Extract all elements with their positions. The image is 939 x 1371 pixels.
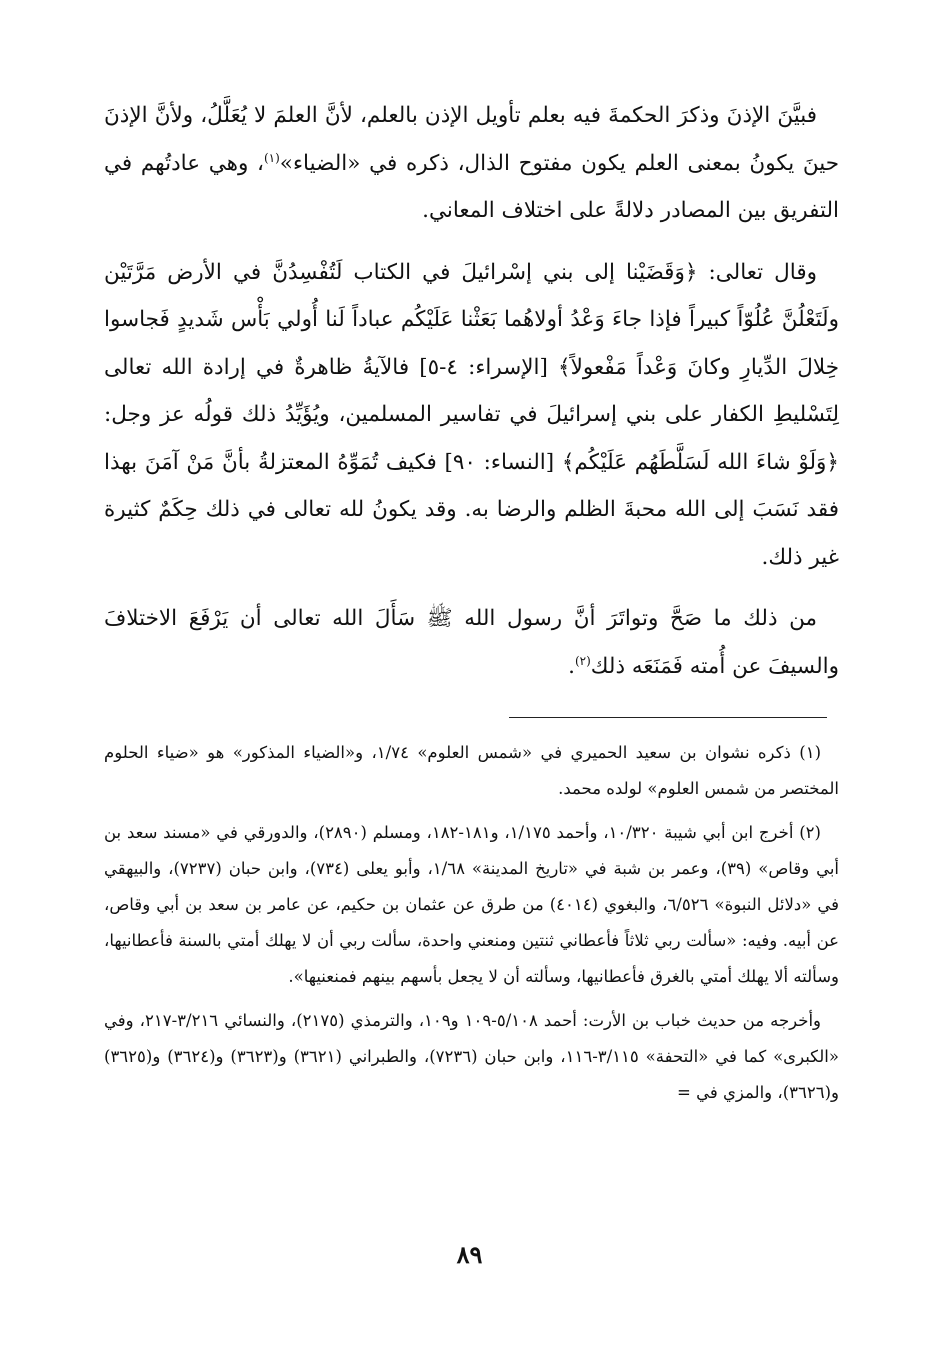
verse-reference-isra: [الإسراء: ٤-٥]: [419, 354, 558, 380]
footnote-2-continuation: وأخرجه من حديث خباب بن الأرت: أحمد ٥/١٠٨-١٠٩ و١٠٩، والترمذي (٢١٧٥)، والنسائي ٣/٢١٦-٢١٧، وفي «الكبرى» كما في «التحفة» ٣/١١٥-١١٦، وابن حبان (٧٢٣٦)، والطبراني (٣٦٢١) و(٣٦٢٣) و(٣٦٢٤) و(٣٦٢٥) و(٣٦٢٦)، والمزي في =: [104, 1011, 839, 1102]
paragraph-1: [104, 92, 839, 235]
paragraph-2-body: فالآيةُ ظاهرةٌ في إرادة الله تعالى لِتَسْليطِ الكفار على بني إسرائيلَ في تفاسير المسلمين، ويُؤَيِّدُ ذلك قولُه عز وجل:: [104, 354, 839, 427]
paragraph-2-end: فكيف تُمَوِّهُ المعتزلةُ بأنَّ مَنْ آمَنَ بهذا فقد نَسَبَ إلى الله محبةَ الظلم والرضا به. وقد يكونُ لله تعالى في ذلك حِكَمٌ كثيرة غير ذلك.: [104, 449, 839, 570]
quran-verse-isra: ﴿وَقَضَيْنا إلى بني إسْرائيلَ في الكتاب لَتُفْسِدُنَّ في الأرض مَرَّتَيْن ولَتَعْلُنَّ عُلُوّاً كبيراً فإذا جاءَ وَعْدُ أولاهُما بَعَثْنا عَلَيْكُم عباداً لَنا أُولي بَأْس شَديدٍ فَجاسوا خِلالَ الدِّيارِ وكانَ وَعْداً مَفْعولاً﴾: [104, 259, 839, 380]
main-text-block: [104, 92, 839, 704]
paragraph-3-text: من ذلك ما صَحَّ وتواتَرَ أنَّ رسول الله ﷺ سَأَلَ الله تعالى أن يَرْفَعَ الاختلافَ والسيفَ عن أُمته فَمَنَعَه ذلك: [104, 606, 839, 679]
verse-reference-nisa: [النساء: ٩٠]: [444, 449, 562, 475]
paragraph-1-end: ، وهي عادتُهم في التفريق بين المصادر دلالةً على اختلاف المعاني.: [104, 150, 839, 223]
footnote-1: (١) ذكره نشوان بن سعيد الحميري في «شمس العلوم» ١/٧٤، و«الضياء المذكور» هو «ضياء الحلوم المختصر من شمس العلوم» لولده محمد.: [104, 743, 839, 798]
paragraph-3-end: .: [568, 653, 575, 679]
footnote-ref-1: (١): [263, 150, 280, 165]
quran-verse-nisa: ﴿وَلَوْ شاءَ الله لَسَلَّطَهُم عَلَيْكُم﴾: [561, 449, 839, 475]
footnote-2: (٢) أخرج ابن أبي شيبة ١٠/٣٢٠، وأحمد ١/١٧٥، و١٨١-١٨٢، ومسلم (٢٨٩٠)، والدورقي في «مسند سعد بن أبي وقاص» (٣٩)، وعمر بن شبة في «تاريخ المدينة» ١/٦٨، وأبو يعلى (٧٣٤)، وابن حبان (٧٢٣٧)، والبيهقي في «دلائل النبوة» ٦/٥٢٦، والبغوي (٤٠١٤) من طرق عن عثمان بن حكيم، عن عامر بن سعد بن أبي وقاص، عن أبيه. وفيه: «سألت ربي ثلاثاً فأعطاني ثنتين ومنعني واحدة، سألت ربي أن لا يهلك أمتي بالسنة فأعطانيها، وسألته ألا يهلك أمتي بالغرق فأعطانيها، وسألته أن لا يجعل بأسهم بينهم فمنعنيها».: [104, 823, 839, 986]
page-number: ٨٩: [456, 1240, 483, 1269]
footnote-separator: [509, 717, 827, 718]
paragraph-3: [104, 595, 839, 690]
paragraph-1-text: فبيَّنَ الإذنَ وذكرَ الحكمةَ فيه بعلم تأويل الإذن بالعلم، لأنَّ العلمَ لا يُعَلَّلُ، ولأنَّ الإذنَ حينَ يكونُ بمعنى العلم يكون مفتوح الذال، ذكره في «الضياء»: [104, 103, 839, 176]
paragraph-2-intro: وقال تعالى:: [697, 259, 818, 285]
footnotes-block: [104, 735, 839, 1119]
paragraph-2: [104, 249, 839, 582]
footnote-ref-2: (٢): [574, 653, 591, 668]
